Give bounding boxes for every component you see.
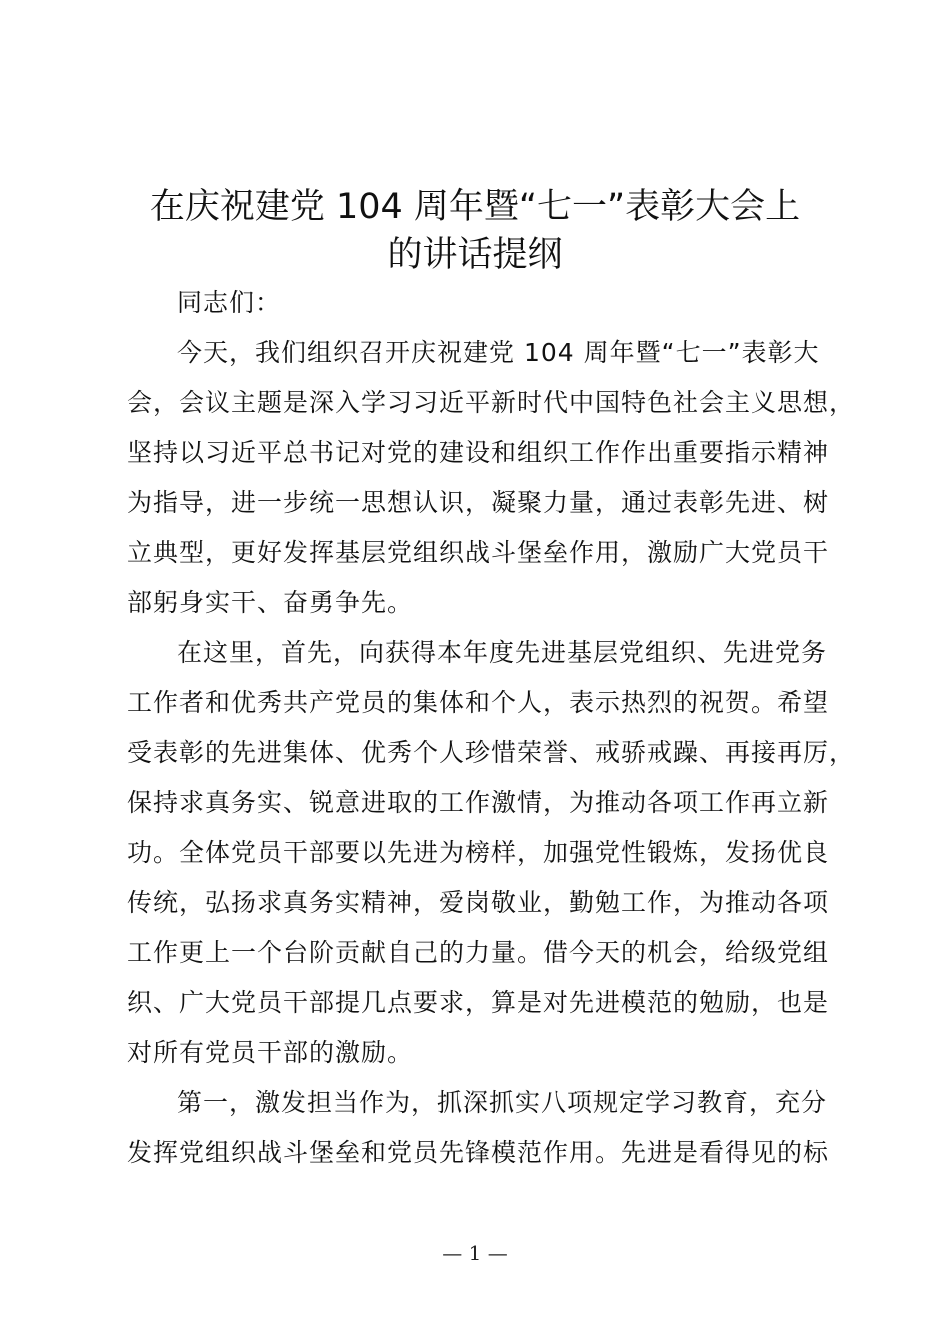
body-line: 会，会议主题是深入学习习近平新时代中国特色社会主义思想， bbox=[127, 388, 856, 417]
body-line: 传统，弘扬求真务实精神，爱岗敬业，勤勉工作，为推动各项 bbox=[127, 888, 830, 917]
body-line: 工作更上一个台阶贡献自己的力量。借今天的机会，给级党组 bbox=[127, 938, 830, 967]
body-line: 为指导，进一步统一思想认识，凝聚力量，通过表彰先进、树 bbox=[127, 488, 830, 517]
body-line: 功。全体党员干部要以先进为榜样，加强党性锻炼，发扬优良 bbox=[127, 838, 830, 867]
body-line: 立典型，更好发挥基层党组织战斗堡垒作用，激励广大党员干 bbox=[127, 538, 830, 567]
body-line: 对所有党员干部的激励。 bbox=[127, 1038, 414, 1067]
body-line: 第一，激发担当作为，抓深抓实八项规定学习教育，充分 bbox=[177, 1088, 828, 1117]
body-line: 受表彰的先进集体、优秀个人珍惜荣誉、戒骄戒躁、再接再厉， bbox=[127, 738, 856, 767]
body-line: 坚持以习近平总书记对党的建设和组织工作作出重要指示精神 bbox=[127, 438, 830, 467]
body-line: 保持求真务实、锐意进取的工作激情，为推动各项工作再立新 bbox=[127, 788, 830, 817]
body-line: 发挥党组织战斗堡垒和党员先锋模范作用。先进是看得见的标 bbox=[127, 1138, 830, 1167]
body-line: 在这里，首先，向获得本年度先进基层党组织、先进党务 bbox=[177, 638, 828, 667]
salutation: 同志们： bbox=[177, 288, 282, 317]
body-line: 部躬身实干、奋勇争先。 bbox=[127, 588, 414, 617]
body-line: 今天，我们组织召开庆祝建党 104 周年暨“七一”表彰大 bbox=[177, 338, 820, 367]
body-line: 工作者和优秀共产党员的集体和个人，表示热烈的祝贺。希望 bbox=[127, 688, 830, 717]
body-line: 织、广大党员干部提几点要求，算是对先进模范的勉励，也是 bbox=[127, 988, 830, 1017]
document-title-line-2: 的讲话提纲 bbox=[387, 235, 563, 275]
document-title-line-1: 在庆祝建党 104 周年暨“七一”表彰大会上 bbox=[149, 187, 801, 227]
page-number: — 1 — bbox=[442, 1241, 508, 1265]
